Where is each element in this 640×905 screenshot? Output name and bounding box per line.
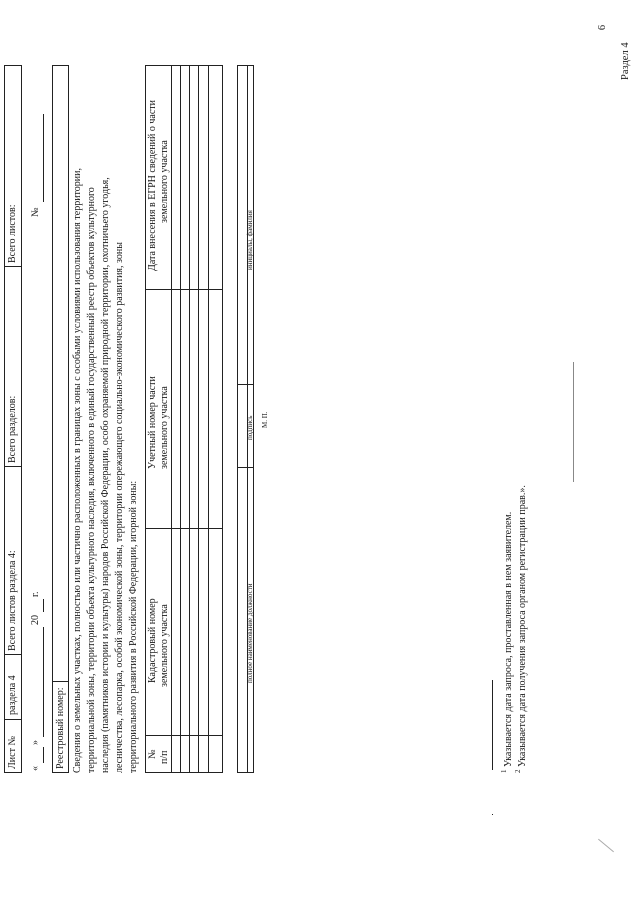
- footnote-text-2: Указывается дата получения запроса органом регистрации прав.».: [517, 485, 528, 767]
- sheets-in-section-label: Всего листов раздела 4:: [7, 550, 18, 651]
- description-line-2: территориальной зоны, территории объекта культурного наследия, включенного в единый государственный реестр объектов культурного: [86, 187, 97, 773]
- col-part-header-2: земельного участка: [159, 386, 170, 469]
- description-line-5: территориального развития в Российской Федерации, игорной зоны:: [128, 480, 139, 773]
- footnote-mark-1: 1: [500, 769, 508, 773]
- number-blank: [43, 114, 44, 202]
- total-sections-label: Всего разделов:: [7, 395, 18, 463]
- section-cell-label: раздела 4: [7, 675, 18, 715]
- date-day-blank: [43, 747, 44, 763]
- col-num-header-2: п/п: [159, 750, 170, 764]
- sheet-number-label: Лист №: [7, 736, 18, 769]
- description-line-1: Сведения о земельных участках, полностью или частично расположенных в границах зоны с особыми условиями использования территории,: [72, 168, 83, 773]
- registry-number-row: [52, 65, 69, 773]
- description-line-4: лесничества, лесопарка, особой экономической зоны, территории опережающего социально-экономического развития, зоны: [114, 242, 125, 773]
- col-date-header-1: Дата внесения в ЕГРН сведений о части: [147, 99, 158, 271]
- number-label: №: [30, 207, 41, 217]
- date-close-quote: »: [30, 740, 41, 745]
- date-month-blank: [43, 627, 44, 737]
- total-sheets-label: Всего листов:: [7, 204, 18, 263]
- col-part-header-1: Учетный номер части: [147, 376, 158, 469]
- faint-line-1: [573, 362, 574, 482]
- footnote-text-1: Указывается дата запроса, проставленная в нем заявителем.: [503, 511, 514, 767]
- signature-caption: подпись: [246, 415, 254, 440]
- col-cadastral-header-1: Кадастровый номер: [147, 598, 158, 683]
- registry-number-label: Реестровый номер:: [55, 687, 66, 769]
- date-year-suffix: г.: [30, 591, 41, 597]
- description-line-3: наследия (памятников истории и культуры) народов Российской Федерации, особо охраняемой природной территории, охотничьего угодья,: [100, 177, 111, 773]
- date-open-quote: «: [30, 766, 41, 771]
- date-year-prefix: 20: [30, 615, 41, 625]
- col-num-header-1: №: [147, 749, 158, 759]
- initials-caption: инициалы, фамилия: [246, 210, 254, 270]
- footnote-rule: [492, 814, 493, 815]
- page-number: 6: [597, 24, 609, 31]
- footnote-divider: [492, 680, 493, 770]
- stamp-label: М. П.: [261, 411, 269, 428]
- position-caption: полное наименование должности: [246, 583, 254, 683]
- footnote-mark-2: 2: [514, 769, 522, 773]
- section-label: Раздел 4: [620, 42, 631, 80]
- col-cadastral-header-2: земельного участка: [159, 604, 170, 687]
- col-date-header-2: земельного участка: [159, 140, 170, 223]
- date-year-blank: [43, 599, 44, 612]
